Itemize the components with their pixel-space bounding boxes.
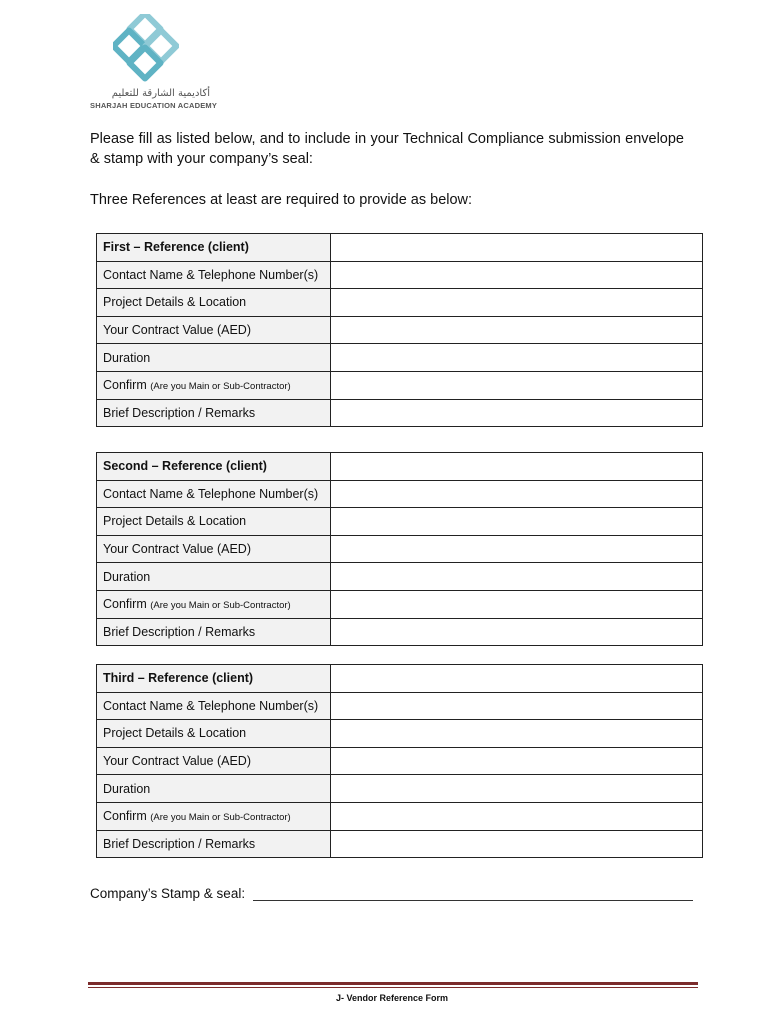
project-field[interactable] (331, 289, 703, 317)
stamp-signature-line[interactable] (253, 886, 693, 901)
row-label-text: Project Details & Location (103, 295, 247, 310)
row-label (97, 399, 331, 427)
row-label-note: (Are you Main or Sub-Contractor) (150, 600, 291, 612)
confirm-field[interactable] (331, 590, 703, 618)
table-row (97, 289, 703, 317)
intro-text: Please fill as listed below, and to include in your Technical Compliance submission envelope & stamp with your company’s seal: (90, 131, 684, 167)
duration-field[interactable] (331, 775, 703, 803)
row-label (97, 692, 331, 720)
row-label-text: Contact Name & Telephone Number(s) (103, 698, 319, 713)
row-label (97, 289, 331, 317)
remarks-field[interactable] (331, 618, 703, 646)
remarks-field[interactable] (331, 399, 703, 427)
footer-divider (88, 982, 698, 985)
row-label-text: Confirm (103, 809, 147, 824)
row-label (97, 563, 331, 591)
row-label-text: Your Contract Value (AED) (103, 323, 251, 338)
row-label-text: Contact Name & Telephone Number(s) (103, 267, 319, 282)
row-label (97, 344, 331, 372)
reference-title: Second – Reference (client) (97, 453, 331, 481)
table-row (97, 399, 703, 427)
row-label (97, 830, 331, 858)
table-row (97, 692, 703, 720)
footer-divider-thin (88, 987, 698, 988)
row-label-text: Duration (103, 350, 151, 365)
table-row (97, 775, 703, 803)
table-row (97, 508, 703, 536)
confirm-field[interactable] (331, 371, 703, 399)
reference-title: First – Reference (client) (97, 234, 331, 262)
table-row (97, 802, 703, 830)
row-label (97, 802, 331, 830)
reference-table-first (96, 233, 703, 427)
confirm-field[interactable] (331, 802, 703, 830)
reference-table-third (96, 664, 703, 858)
logo-diamond-icon (113, 14, 179, 84)
row-label (97, 747, 331, 775)
row-label (97, 720, 331, 748)
logo-english-text: SHARJAH EDUCATION ACADEMY (90, 101, 218, 110)
logo-arabic-text: أكاديمية الشارقة للتعليم (111, 88, 210, 99)
contract-value-field[interactable] (331, 747, 703, 775)
reference-title-field[interactable] (331, 234, 703, 262)
table-row (97, 830, 703, 858)
contact-field[interactable] (331, 692, 703, 720)
row-label-note: (Are you Main or Sub-Contractor) (150, 381, 291, 393)
row-label (97, 618, 331, 646)
project-field[interactable] (331, 508, 703, 536)
contact-field[interactable] (331, 480, 703, 508)
table-row (97, 720, 703, 748)
project-field[interactable] (331, 720, 703, 748)
reference-title-field[interactable] (331, 665, 703, 693)
row-label (97, 508, 331, 536)
table-row (97, 563, 703, 591)
row-label-text: Brief Description / Remarks (103, 405, 256, 420)
table-row (97, 261, 703, 289)
reference-table-second (96, 452, 703, 646)
reference-title-field[interactable] (331, 453, 703, 481)
row-label-text: Confirm (103, 378, 147, 393)
row-label-text: Confirm (103, 597, 147, 612)
row-label-text: Duration (103, 569, 151, 584)
row-label-note: (Are you Main or Sub-Contractor) (150, 812, 291, 824)
sharjah-education-academy-logo (88, 14, 218, 112)
table-row (97, 590, 703, 618)
row-label-text: Your Contract Value (AED) (103, 754, 251, 769)
stamp-label: Company’s Stamp & seal: (90, 886, 246, 901)
table-row (97, 316, 703, 344)
table-row (97, 234, 703, 262)
duration-field[interactable] (331, 563, 703, 591)
company-stamp-section (90, 886, 693, 901)
footer-title: J- Vendor Reference Form (335, 993, 449, 1003)
table-row (97, 535, 703, 563)
table-row (97, 480, 703, 508)
contract-value-field[interactable] (331, 316, 703, 344)
table-row (97, 665, 703, 693)
row-label (97, 261, 331, 289)
row-label (97, 775, 331, 803)
row-label-text: Project Details & Location (103, 726, 247, 741)
row-label (97, 535, 331, 563)
table-row (97, 371, 703, 399)
row-label (97, 371, 331, 399)
row-label-text: Brief Description / Remarks (103, 624, 256, 639)
references-instruction: Three References at least are required to provide as below: (90, 192, 473, 208)
row-label-text: Duration (103, 781, 151, 796)
table-row (97, 344, 703, 372)
duration-field[interactable] (331, 344, 703, 372)
table-row (97, 618, 703, 646)
row-label (97, 480, 331, 508)
row-label-text: Contact Name & Telephone Number(s) (103, 486, 319, 501)
table-row (97, 747, 703, 775)
row-label-text: Project Details & Location (103, 514, 247, 529)
table-row (97, 453, 703, 481)
remarks-field[interactable] (331, 830, 703, 858)
contact-field[interactable] (331, 261, 703, 289)
row-label (97, 590, 331, 618)
contract-value-field[interactable] (331, 535, 703, 563)
row-label-text: Brief Description / Remarks (103, 836, 256, 851)
reference-title: Third – Reference (client) (97, 665, 331, 693)
row-label-text: Your Contract Value (AED) (103, 542, 251, 557)
row-label (97, 316, 331, 344)
